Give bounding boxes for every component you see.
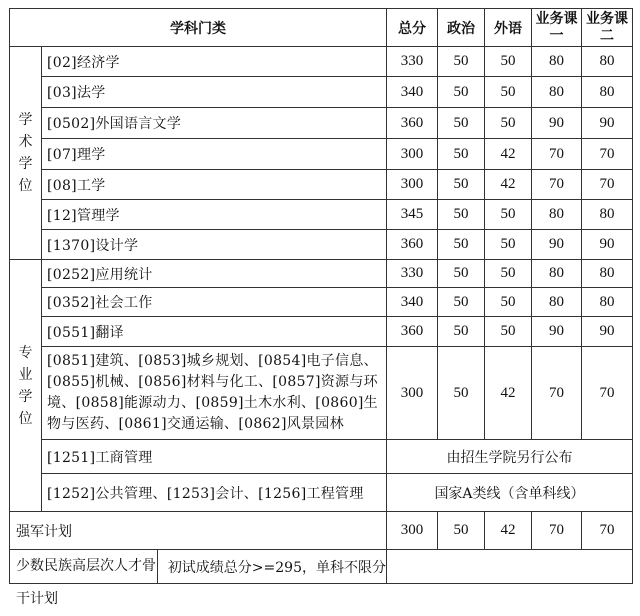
table-row xyxy=(10,347,633,440)
table-row xyxy=(10,47,633,77)
cell-course2: 90 xyxy=(582,317,633,347)
cell-course1: 80 xyxy=(532,200,582,230)
minority-note: 初试成绩总分>=295，单科不限分 xyxy=(167,559,386,576)
row-name: [12]管理学 xyxy=(42,200,387,230)
cell-language: 50 xyxy=(485,288,532,317)
cell-course2: 80 xyxy=(582,260,633,288)
cell-course1: 80 xyxy=(532,77,582,108)
table-row xyxy=(10,512,633,550)
header-row xyxy=(10,9,633,47)
cell-language: 50 xyxy=(485,317,532,347)
cell-language: 42 xyxy=(485,170,532,200)
cell-politics: 50 xyxy=(438,347,485,440)
note-cell: 由招生学院另行公布 xyxy=(387,440,633,474)
header-course1: 业务课一 xyxy=(532,9,582,47)
cell-course2: 70 xyxy=(582,512,633,550)
cell-course1: 70 xyxy=(532,347,582,440)
cell-language: 50 xyxy=(485,77,532,108)
cell-total: 360 xyxy=(387,317,438,347)
row-name: [1252]公共管理、[1253]会计、[1256]工程管理 xyxy=(42,474,387,512)
group-professional: 专业学位 xyxy=(10,260,42,512)
cell-course2: 90 xyxy=(582,108,633,139)
cell-language: 50 xyxy=(485,260,532,288)
cell-language: 50 xyxy=(485,108,532,139)
cell-course1: 80 xyxy=(532,288,582,317)
cell-course2: 90 xyxy=(582,230,633,260)
table-row xyxy=(10,170,633,200)
cell-total: 300 xyxy=(387,170,438,200)
cell-total: 360 xyxy=(387,230,438,260)
score-table xyxy=(9,8,633,607)
cell-course1: 80 xyxy=(532,260,582,288)
header-course2: 业务课二 xyxy=(582,9,633,47)
cell-language: 42 xyxy=(485,139,532,170)
row-name: [1370]设计学 xyxy=(42,230,387,260)
cell-politics: 50 xyxy=(438,47,485,77)
cell-politics: 50 xyxy=(438,108,485,139)
cell-total: 300 xyxy=(387,139,438,170)
table-row xyxy=(10,139,633,170)
cell-course1: 70 xyxy=(532,170,582,200)
cell-course2: 80 xyxy=(582,47,633,77)
cell-language: 50 xyxy=(485,47,532,77)
table-row xyxy=(10,200,633,230)
cell-course1: 90 xyxy=(532,108,582,139)
row-name: 强军计划 xyxy=(10,512,387,550)
group-academic: 学术学位 xyxy=(10,47,42,260)
empty-cell xyxy=(387,550,633,584)
cell-course2: 70 xyxy=(582,347,633,440)
header-total: 总分 xyxy=(387,9,438,47)
table-row xyxy=(10,550,633,584)
row-name: [02]经济学 xyxy=(42,47,387,77)
cell-politics: 50 xyxy=(438,260,485,288)
row-name xyxy=(10,550,387,607)
cell-total: 300 xyxy=(387,347,438,440)
cell-course2: 70 xyxy=(582,139,633,170)
cell-total: 330 xyxy=(387,260,438,288)
cell-course2: 80 xyxy=(582,200,633,230)
cell-course1: 70 xyxy=(532,139,582,170)
table-row xyxy=(10,288,633,317)
cell-total: 345 xyxy=(387,200,438,230)
table-row xyxy=(10,440,633,474)
row-name: [1251]工商管理 xyxy=(42,440,387,474)
cell-language: 42 xyxy=(485,512,532,550)
cell-politics: 50 xyxy=(438,170,485,200)
cell-politics: 50 xyxy=(438,317,485,347)
header-language: 外语 xyxy=(485,9,532,47)
header-politics: 政治 xyxy=(438,9,485,47)
table-row xyxy=(10,230,633,260)
cell-course1: 80 xyxy=(532,47,582,77)
table-row xyxy=(10,260,633,288)
header-category: 学科门类 xyxy=(10,9,387,47)
row-name: [07]理学 xyxy=(42,139,387,170)
cell-total: 340 xyxy=(387,288,438,317)
cell-politics: 50 xyxy=(438,200,485,230)
cell-course2: 70 xyxy=(582,170,633,200)
row-name: [0551]翻译 xyxy=(42,317,387,347)
table-row xyxy=(10,108,633,139)
row-name: [08]工学 xyxy=(42,170,387,200)
table-row xyxy=(10,474,633,512)
cell-politics: 50 xyxy=(438,139,485,170)
cell-course2: 80 xyxy=(582,77,633,108)
cell-course2: 80 xyxy=(582,288,633,317)
cell-politics: 50 xyxy=(438,77,485,108)
table-row xyxy=(10,77,633,108)
cell-total: 300 xyxy=(387,512,438,550)
cell-language: 50 xyxy=(485,230,532,260)
cell-course1: 90 xyxy=(532,317,582,347)
cell-course1: 70 xyxy=(532,512,582,550)
table-row xyxy=(10,317,633,347)
row-name: [0352]社会工作 xyxy=(42,288,387,317)
cell-total: 340 xyxy=(387,77,438,108)
cell-language: 50 xyxy=(485,200,532,230)
cell-politics: 50 xyxy=(438,512,485,550)
row-name: [03]法学 xyxy=(42,77,387,108)
cell-language: 42 xyxy=(485,347,532,440)
row-name: [0502]外国语言文学 xyxy=(42,108,387,139)
row-name: [0851]建筑、[0853]城乡规划、[0854]电子信息、[0855]机械、[0856]材料与化工、[0857]资源与环境、[0858]能源动力、[0859]土木水利、[0860]生物与医药、[0861]交通运输、[0862]风景园林 xyxy=(42,347,387,440)
cell-course1: 90 xyxy=(532,230,582,260)
note-cell: 国家A类线（含单科线） xyxy=(387,474,633,512)
cell-politics: 50 xyxy=(438,288,485,317)
minority-label: 少数民族高层次人才骨干计划 xyxy=(10,550,158,583)
row-name: [0252]应用统计 xyxy=(42,260,387,288)
cell-total: 360 xyxy=(387,108,438,139)
cell-total: 330 xyxy=(387,47,438,77)
cell-politics: 50 xyxy=(438,230,485,260)
